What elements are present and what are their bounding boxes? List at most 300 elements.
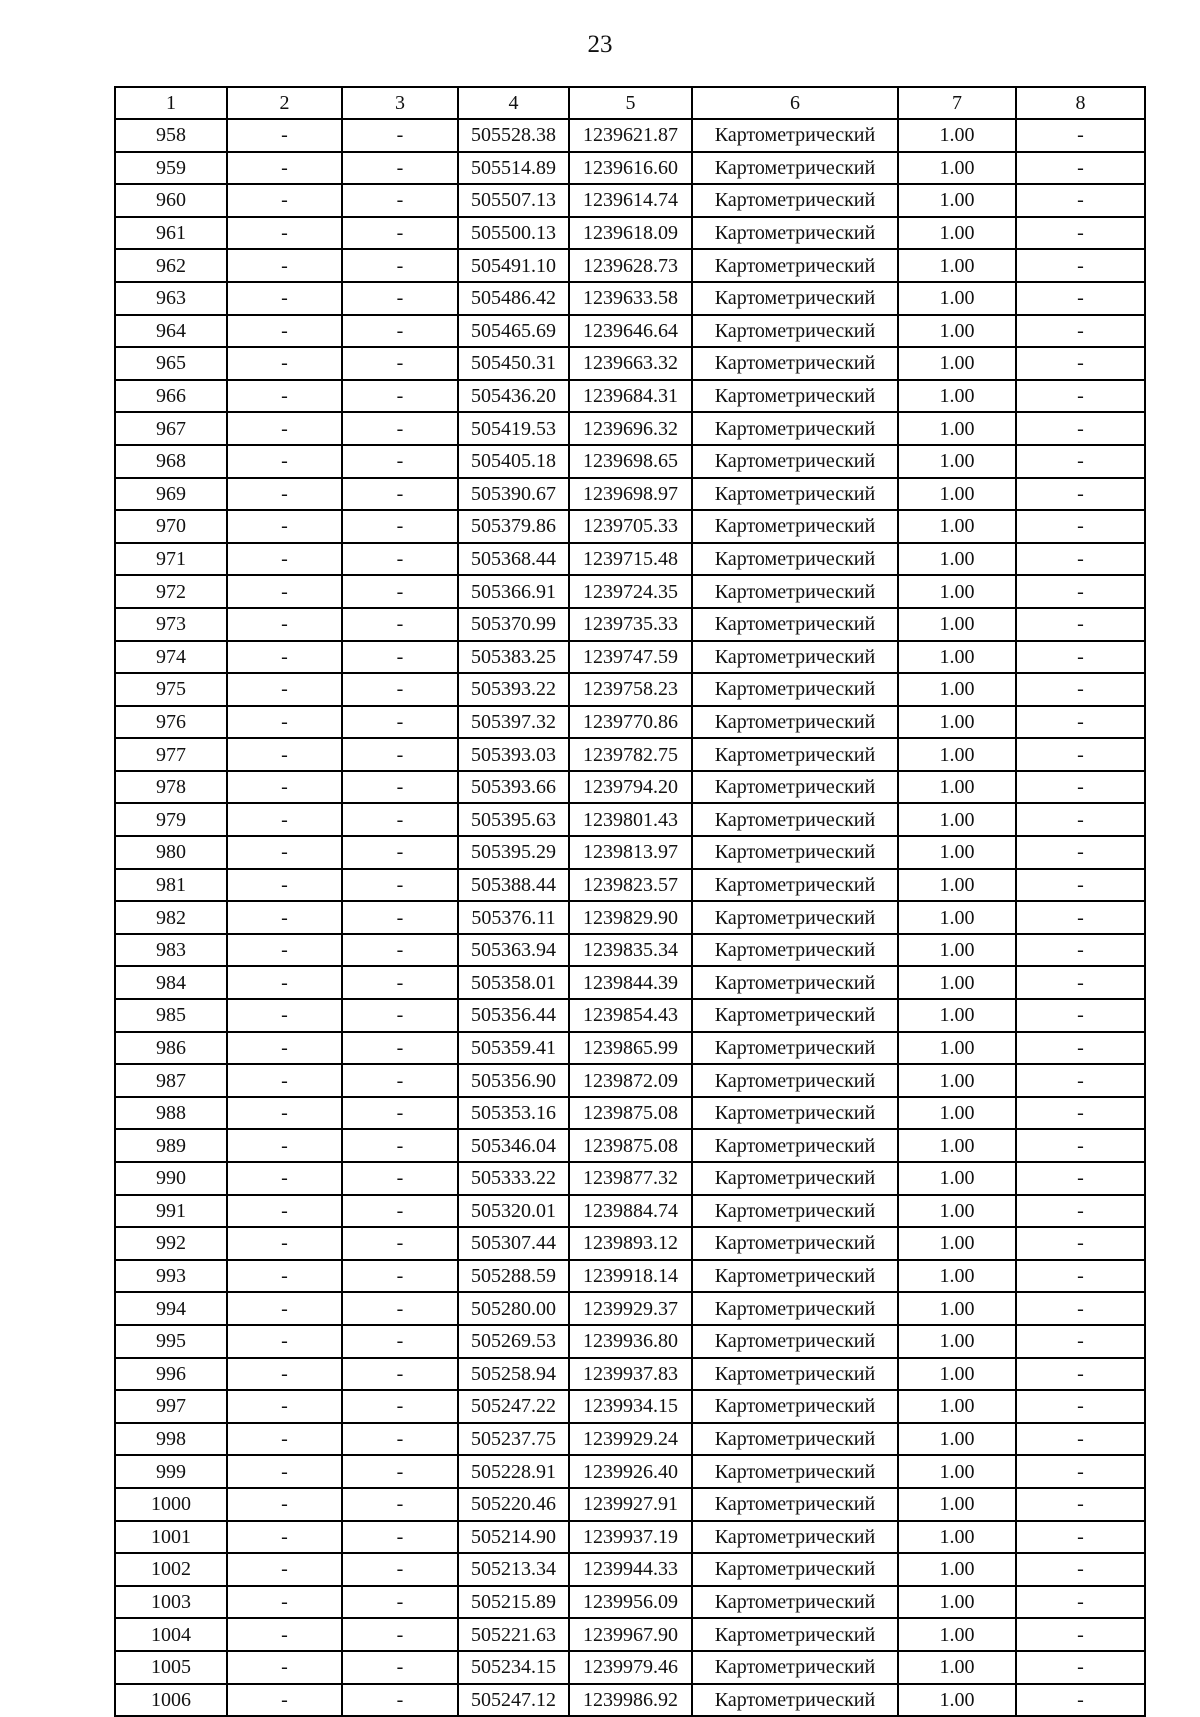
col3-cell: - (342, 575, 458, 608)
point-number-cell: 1000 (115, 1488, 227, 1521)
col2-cell: - (227, 282, 342, 315)
y-coordinate-cell: 1239937.19 (569, 1521, 692, 1554)
method-cell: Картометрический (692, 901, 898, 934)
col8-cell: - (1016, 1162, 1145, 1195)
point-number-cell: 961 (115, 217, 227, 250)
accuracy-cell: 1.00 (898, 1358, 1016, 1391)
method-cell: Картометрический (692, 706, 898, 739)
table-row (115, 641, 1145, 674)
col3-cell: - (342, 1097, 458, 1130)
accuracy-cell: 1.00 (898, 673, 1016, 706)
y-coordinate-cell: 1239618.09 (569, 217, 692, 250)
x-coordinate-cell: 505237.75 (458, 1423, 569, 1456)
col8-cell: - (1016, 1227, 1145, 1260)
col2-cell: - (227, 673, 342, 706)
col2-cell: - (227, 1358, 342, 1391)
accuracy-cell: 1.00 (898, 1032, 1016, 1065)
y-coordinate-cell: 1239967.90 (569, 1618, 692, 1651)
col3-cell: - (342, 1129, 458, 1162)
col2-cell: - (227, 803, 342, 836)
y-coordinate-cell: 1239926.40 (569, 1455, 692, 1488)
col3-cell: - (342, 1521, 458, 1554)
y-coordinate-cell: 1239918.14 (569, 1260, 692, 1293)
col8-cell: - (1016, 510, 1145, 543)
x-coordinate-cell: 505368.44 (458, 543, 569, 576)
y-coordinate-cell: 1239893.12 (569, 1227, 692, 1260)
x-coordinate-cell: 505486.42 (458, 282, 569, 315)
column-header: 1 (115, 87, 227, 119)
y-coordinate-cell: 1239813.97 (569, 836, 692, 869)
y-coordinate-cell: 1239705.33 (569, 510, 692, 543)
method-cell: Картометрический (692, 1455, 898, 1488)
method-cell: Картометрический (692, 543, 898, 576)
point-number-cell: 989 (115, 1129, 227, 1162)
method-cell: Картометрический (692, 1260, 898, 1293)
col8-cell: - (1016, 966, 1145, 999)
col2-cell: - (227, 543, 342, 576)
column-header: 7 (898, 87, 1016, 119)
col3-cell: - (342, 1423, 458, 1456)
x-coordinate-cell: 505388.44 (458, 869, 569, 902)
col3-cell: - (342, 1227, 458, 1260)
y-coordinate-cell: 1239865.99 (569, 1032, 692, 1065)
y-coordinate-cell: 1239844.39 (569, 966, 692, 999)
y-coordinate-cell: 1239696.32 (569, 412, 692, 445)
table-row (115, 282, 1145, 315)
col3-cell: - (342, 1488, 458, 1521)
table-row (115, 901, 1145, 934)
y-coordinate-cell: 1239929.37 (569, 1292, 692, 1325)
col2-cell: - (227, 478, 342, 511)
method-cell: Картометрический (692, 217, 898, 250)
y-coordinate-cell: 1239646.64 (569, 315, 692, 348)
col8-cell: - (1016, 1390, 1145, 1423)
method-cell: Картометрический (692, 575, 898, 608)
col3-cell: - (342, 1292, 458, 1325)
method-cell: Картометрический (692, 999, 898, 1032)
point-number-cell: 971 (115, 543, 227, 576)
x-coordinate-cell: 505221.63 (458, 1618, 569, 1651)
col3-cell: - (342, 445, 458, 478)
col2-cell: - (227, 315, 342, 348)
y-coordinate-cell: 1239698.97 (569, 478, 692, 511)
col3-cell: - (342, 1390, 458, 1423)
col2-cell: - (227, 738, 342, 771)
x-coordinate-cell: 505405.18 (458, 445, 569, 478)
x-coordinate-cell: 505500.13 (458, 217, 569, 250)
x-coordinate-cell: 505358.01 (458, 966, 569, 999)
method-cell: Картометрический (692, 478, 898, 511)
point-number-cell: 984 (115, 966, 227, 999)
col2-cell: - (227, 706, 342, 739)
accuracy-cell: 1.00 (898, 543, 1016, 576)
point-number-cell: 987 (115, 1064, 227, 1097)
method-cell: Картометрический (692, 249, 898, 282)
point-number-cell: 962 (115, 249, 227, 282)
point-number-cell: 995 (115, 1325, 227, 1358)
y-coordinate-cell: 1239884.74 (569, 1195, 692, 1228)
table-row (115, 184, 1145, 217)
col3-cell: - (342, 1553, 458, 1586)
method-cell: Картометрический (692, 1586, 898, 1619)
col2-cell: - (227, 217, 342, 250)
point-number-cell: 974 (115, 641, 227, 674)
y-coordinate-cell: 1239875.08 (569, 1129, 692, 1162)
y-coordinate-cell: 1239724.35 (569, 575, 692, 608)
x-coordinate-cell: 505214.90 (458, 1521, 569, 1554)
col8-cell: - (1016, 869, 1145, 902)
point-number-cell: 986 (115, 1032, 227, 1065)
col3-cell: - (342, 1162, 458, 1195)
x-coordinate-cell: 505359.41 (458, 1032, 569, 1065)
table-row (115, 1227, 1145, 1260)
table-row (115, 608, 1145, 641)
x-coordinate-cell: 505465.69 (458, 315, 569, 348)
accuracy-cell: 1.00 (898, 119, 1016, 152)
accuracy-cell: 1.00 (898, 1684, 1016, 1717)
accuracy-cell: 1.00 (898, 1455, 1016, 1488)
col3-cell: - (342, 836, 458, 869)
col2-cell: - (227, 999, 342, 1032)
table-row (115, 347, 1145, 380)
point-number-cell: 969 (115, 478, 227, 511)
col3-cell: - (342, 478, 458, 511)
col2-cell: - (227, 1455, 342, 1488)
x-coordinate-cell: 505450.31 (458, 347, 569, 380)
accuracy-cell: 1.00 (898, 1292, 1016, 1325)
method-cell: Картометрический (692, 1553, 898, 1586)
accuracy-cell: 1.00 (898, 1423, 1016, 1456)
accuracy-cell: 1.00 (898, 412, 1016, 445)
point-number-cell: 982 (115, 901, 227, 934)
column-header: 5 (569, 87, 692, 119)
point-number-cell: 976 (115, 706, 227, 739)
method-cell: Картометрический (692, 184, 898, 217)
method-cell: Картометрический (692, 412, 898, 445)
col8-cell: - (1016, 1455, 1145, 1488)
col8-cell: - (1016, 1292, 1145, 1325)
accuracy-cell: 1.00 (898, 575, 1016, 608)
column-header: 2 (227, 87, 342, 119)
col3-cell: - (342, 412, 458, 445)
point-number-cell: 998 (115, 1423, 227, 1456)
accuracy-cell: 1.00 (898, 315, 1016, 348)
y-coordinate-cell: 1239698.65 (569, 445, 692, 478)
y-coordinate-cell: 1239758.23 (569, 673, 692, 706)
col8-cell: - (1016, 380, 1145, 413)
method-cell: Картометрический (692, 1325, 898, 1358)
table-row (115, 706, 1145, 739)
method-cell: Картометрический (692, 445, 898, 478)
table-row (115, 1586, 1145, 1619)
y-coordinate-cell: 1239835.34 (569, 934, 692, 967)
column-header: 4 (458, 87, 569, 119)
accuracy-cell: 1.00 (898, 1064, 1016, 1097)
col3-cell: - (342, 608, 458, 641)
col2-cell: - (227, 1390, 342, 1423)
accuracy-cell: 1.00 (898, 282, 1016, 315)
x-coordinate-cell: 505390.67 (458, 478, 569, 511)
x-coordinate-cell: 505247.22 (458, 1390, 569, 1423)
x-coordinate-cell: 505247.12 (458, 1684, 569, 1717)
col8-cell: - (1016, 1195, 1145, 1228)
method-cell: Картометрический (692, 1423, 898, 1456)
table-row (115, 1032, 1145, 1065)
col8-cell: - (1016, 706, 1145, 739)
point-number-cell: 997 (115, 1390, 227, 1423)
x-coordinate-cell: 505220.46 (458, 1488, 569, 1521)
x-coordinate-cell: 505228.91 (458, 1455, 569, 1488)
x-coordinate-cell: 505353.16 (458, 1097, 569, 1130)
col8-cell: - (1016, 1553, 1145, 1586)
accuracy-cell: 1.00 (898, 1195, 1016, 1228)
col3-cell: - (342, 738, 458, 771)
accuracy-cell: 1.00 (898, 966, 1016, 999)
y-coordinate-cell: 1239715.48 (569, 543, 692, 576)
col3-cell: - (342, 1358, 458, 1391)
point-number-cell: 977 (115, 738, 227, 771)
method-cell: Картометрический (692, 510, 898, 543)
column-header: 6 (692, 87, 898, 119)
table-row (115, 1064, 1145, 1097)
col8-cell: - (1016, 152, 1145, 185)
x-coordinate-cell: 505393.03 (458, 738, 569, 771)
method-cell: Картометрический (692, 934, 898, 967)
method-cell: Картометрический (692, 803, 898, 836)
col2-cell: - (227, 1488, 342, 1521)
accuracy-cell: 1.00 (898, 380, 1016, 413)
method-cell: Картометрический (692, 1162, 898, 1195)
x-coordinate-cell: 505397.32 (458, 706, 569, 739)
x-coordinate-cell: 505507.13 (458, 184, 569, 217)
col2-cell: - (227, 934, 342, 967)
col2-cell: - (227, 1325, 342, 1358)
col2-cell: - (227, 249, 342, 282)
point-number-cell: 1005 (115, 1651, 227, 1684)
method-cell: Картометрический (692, 966, 898, 999)
method-cell: Картометрический (692, 1227, 898, 1260)
col2-cell: - (227, 445, 342, 478)
point-number-cell: 994 (115, 1292, 227, 1325)
col2-cell: - (227, 641, 342, 674)
y-coordinate-cell: 1239927.91 (569, 1488, 692, 1521)
col8-cell: - (1016, 738, 1145, 771)
col2-cell: - (227, 1260, 342, 1293)
table-row (115, 1292, 1145, 1325)
x-coordinate-cell: 505258.94 (458, 1358, 569, 1391)
col3-cell: - (342, 217, 458, 250)
y-coordinate-cell: 1239628.73 (569, 249, 692, 282)
accuracy-cell: 1.00 (898, 934, 1016, 967)
col8-cell: - (1016, 347, 1145, 380)
y-coordinate-cell: 1239735.33 (569, 608, 692, 641)
x-coordinate-cell: 505363.94 (458, 934, 569, 967)
col2-cell: - (227, 771, 342, 804)
col2-cell: - (227, 347, 342, 380)
col8-cell: - (1016, 836, 1145, 869)
accuracy-cell: 1.00 (898, 869, 1016, 902)
col2-cell: - (227, 1162, 342, 1195)
col3-cell: - (342, 803, 458, 836)
col8-cell: - (1016, 478, 1145, 511)
col8-cell: - (1016, 412, 1145, 445)
table-row (115, 771, 1145, 804)
x-coordinate-cell: 505346.04 (458, 1129, 569, 1162)
y-coordinate-cell: 1239929.24 (569, 1423, 692, 1456)
col3-cell: - (342, 1032, 458, 1065)
method-cell: Картометрический (692, 119, 898, 152)
accuracy-cell: 1.00 (898, 901, 1016, 934)
x-coordinate-cell: 505393.66 (458, 771, 569, 804)
column-header: 8 (1016, 87, 1145, 119)
col2-cell: - (227, 510, 342, 543)
accuracy-cell: 1.00 (898, 641, 1016, 674)
col3-cell: - (342, 706, 458, 739)
point-number-cell: 988 (115, 1097, 227, 1130)
col2-cell: - (227, 901, 342, 934)
table-row (115, 478, 1145, 511)
method-cell: Картометрический (692, 1488, 898, 1521)
table-row (115, 836, 1145, 869)
accuracy-cell: 1.00 (898, 1488, 1016, 1521)
col3-cell: - (342, 119, 458, 152)
x-coordinate-cell: 505307.44 (458, 1227, 569, 1260)
accuracy-cell: 1.00 (898, 347, 1016, 380)
col3-cell: - (342, 1064, 458, 1097)
col3-cell: - (342, 1195, 458, 1228)
table-row (115, 1325, 1145, 1358)
point-number-cell: 959 (115, 152, 227, 185)
col8-cell: - (1016, 934, 1145, 967)
col8-cell: - (1016, 1097, 1145, 1130)
y-coordinate-cell: 1239823.57 (569, 869, 692, 902)
col3-cell: - (342, 510, 458, 543)
col3-cell: - (342, 152, 458, 185)
y-coordinate-cell: 1239747.59 (569, 641, 692, 674)
accuracy-cell: 1.00 (898, 1618, 1016, 1651)
col3-cell: - (342, 380, 458, 413)
accuracy-cell: 1.00 (898, 1586, 1016, 1619)
col8-cell: - (1016, 673, 1145, 706)
col2-cell: - (227, 1227, 342, 1260)
point-number-cell: 990 (115, 1162, 227, 1195)
col2-cell: - (227, 1097, 342, 1130)
y-coordinate-cell: 1239872.09 (569, 1064, 692, 1097)
method-cell: Картометрический (692, 1292, 898, 1325)
accuracy-cell: 1.00 (898, 608, 1016, 641)
method-cell: Картометрический (692, 1390, 898, 1423)
table-row (115, 673, 1145, 706)
col3-cell: - (342, 771, 458, 804)
table-row (115, 999, 1145, 1032)
table-row (115, 217, 1145, 250)
table-row (115, 412, 1145, 445)
table-row (115, 1521, 1145, 1554)
column-header: 3 (342, 87, 458, 119)
accuracy-cell: 1.00 (898, 836, 1016, 869)
point-number-cell: 966 (115, 380, 227, 413)
x-coordinate-cell: 505528.38 (458, 119, 569, 152)
method-cell: Картометрический (692, 347, 898, 380)
y-coordinate-cell: 1239944.33 (569, 1553, 692, 1586)
x-coordinate-cell: 505356.44 (458, 999, 569, 1032)
table-row (115, 869, 1145, 902)
accuracy-cell: 1.00 (898, 1651, 1016, 1684)
x-coordinate-cell: 505366.91 (458, 575, 569, 608)
x-coordinate-cell: 505395.29 (458, 836, 569, 869)
method-cell: Картометрический (692, 771, 898, 804)
col8-cell: - (1016, 1521, 1145, 1554)
col8-cell: - (1016, 1325, 1145, 1358)
col3-cell: - (342, 1260, 458, 1293)
accuracy-cell: 1.00 (898, 1227, 1016, 1260)
table-row (115, 119, 1145, 152)
col8-cell: - (1016, 445, 1145, 478)
col3-cell: - (342, 966, 458, 999)
table-row (115, 1097, 1145, 1130)
col3-cell: - (342, 282, 458, 315)
col3-cell: - (342, 543, 458, 576)
col8-cell: - (1016, 217, 1145, 250)
accuracy-cell: 1.00 (898, 152, 1016, 185)
point-number-cell: 963 (115, 282, 227, 315)
point-number-cell: 973 (115, 608, 227, 641)
table-row (115, 152, 1145, 185)
table-row (115, 1390, 1145, 1423)
x-coordinate-cell: 505383.25 (458, 641, 569, 674)
col8-cell: - (1016, 771, 1145, 804)
y-coordinate-cell: 1239936.80 (569, 1325, 692, 1358)
x-coordinate-cell: 505436.20 (458, 380, 569, 413)
point-number-cell: 960 (115, 184, 227, 217)
point-number-cell: 1004 (115, 1618, 227, 1651)
col2-cell: - (227, 1586, 342, 1619)
x-coordinate-cell: 505280.00 (458, 1292, 569, 1325)
col8-cell: - (1016, 641, 1145, 674)
col2-cell: - (227, 184, 342, 217)
x-coordinate-cell: 505395.63 (458, 803, 569, 836)
col3-cell: - (342, 869, 458, 902)
point-number-cell: 981 (115, 869, 227, 902)
col8-cell: - (1016, 803, 1145, 836)
x-coordinate-cell: 505393.22 (458, 673, 569, 706)
col3-cell: - (342, 249, 458, 282)
col3-cell: - (342, 934, 458, 967)
method-cell: Картометрический (692, 152, 898, 185)
col3-cell: - (342, 315, 458, 348)
y-coordinate-cell: 1239770.86 (569, 706, 692, 739)
accuracy-cell: 1.00 (898, 706, 1016, 739)
col3-cell: - (342, 1325, 458, 1358)
point-number-cell: 985 (115, 999, 227, 1032)
col8-cell: - (1016, 1032, 1145, 1065)
accuracy-cell: 1.00 (898, 1521, 1016, 1554)
col2-cell: - (227, 966, 342, 999)
col8-cell: - (1016, 1618, 1145, 1651)
point-number-cell: 975 (115, 673, 227, 706)
point-number-cell: 1003 (115, 1586, 227, 1619)
table-row (115, 1195, 1145, 1228)
table-row (115, 1455, 1145, 1488)
col8-cell: - (1016, 1260, 1145, 1293)
y-coordinate-cell: 1239794.20 (569, 771, 692, 804)
accuracy-cell: 1.00 (898, 1553, 1016, 1586)
x-coordinate-cell: 505491.10 (458, 249, 569, 282)
col8-cell: - (1016, 249, 1145, 282)
page-number: 23 (587, 31, 613, 58)
accuracy-cell: 1.00 (898, 738, 1016, 771)
table-row (115, 315, 1145, 348)
